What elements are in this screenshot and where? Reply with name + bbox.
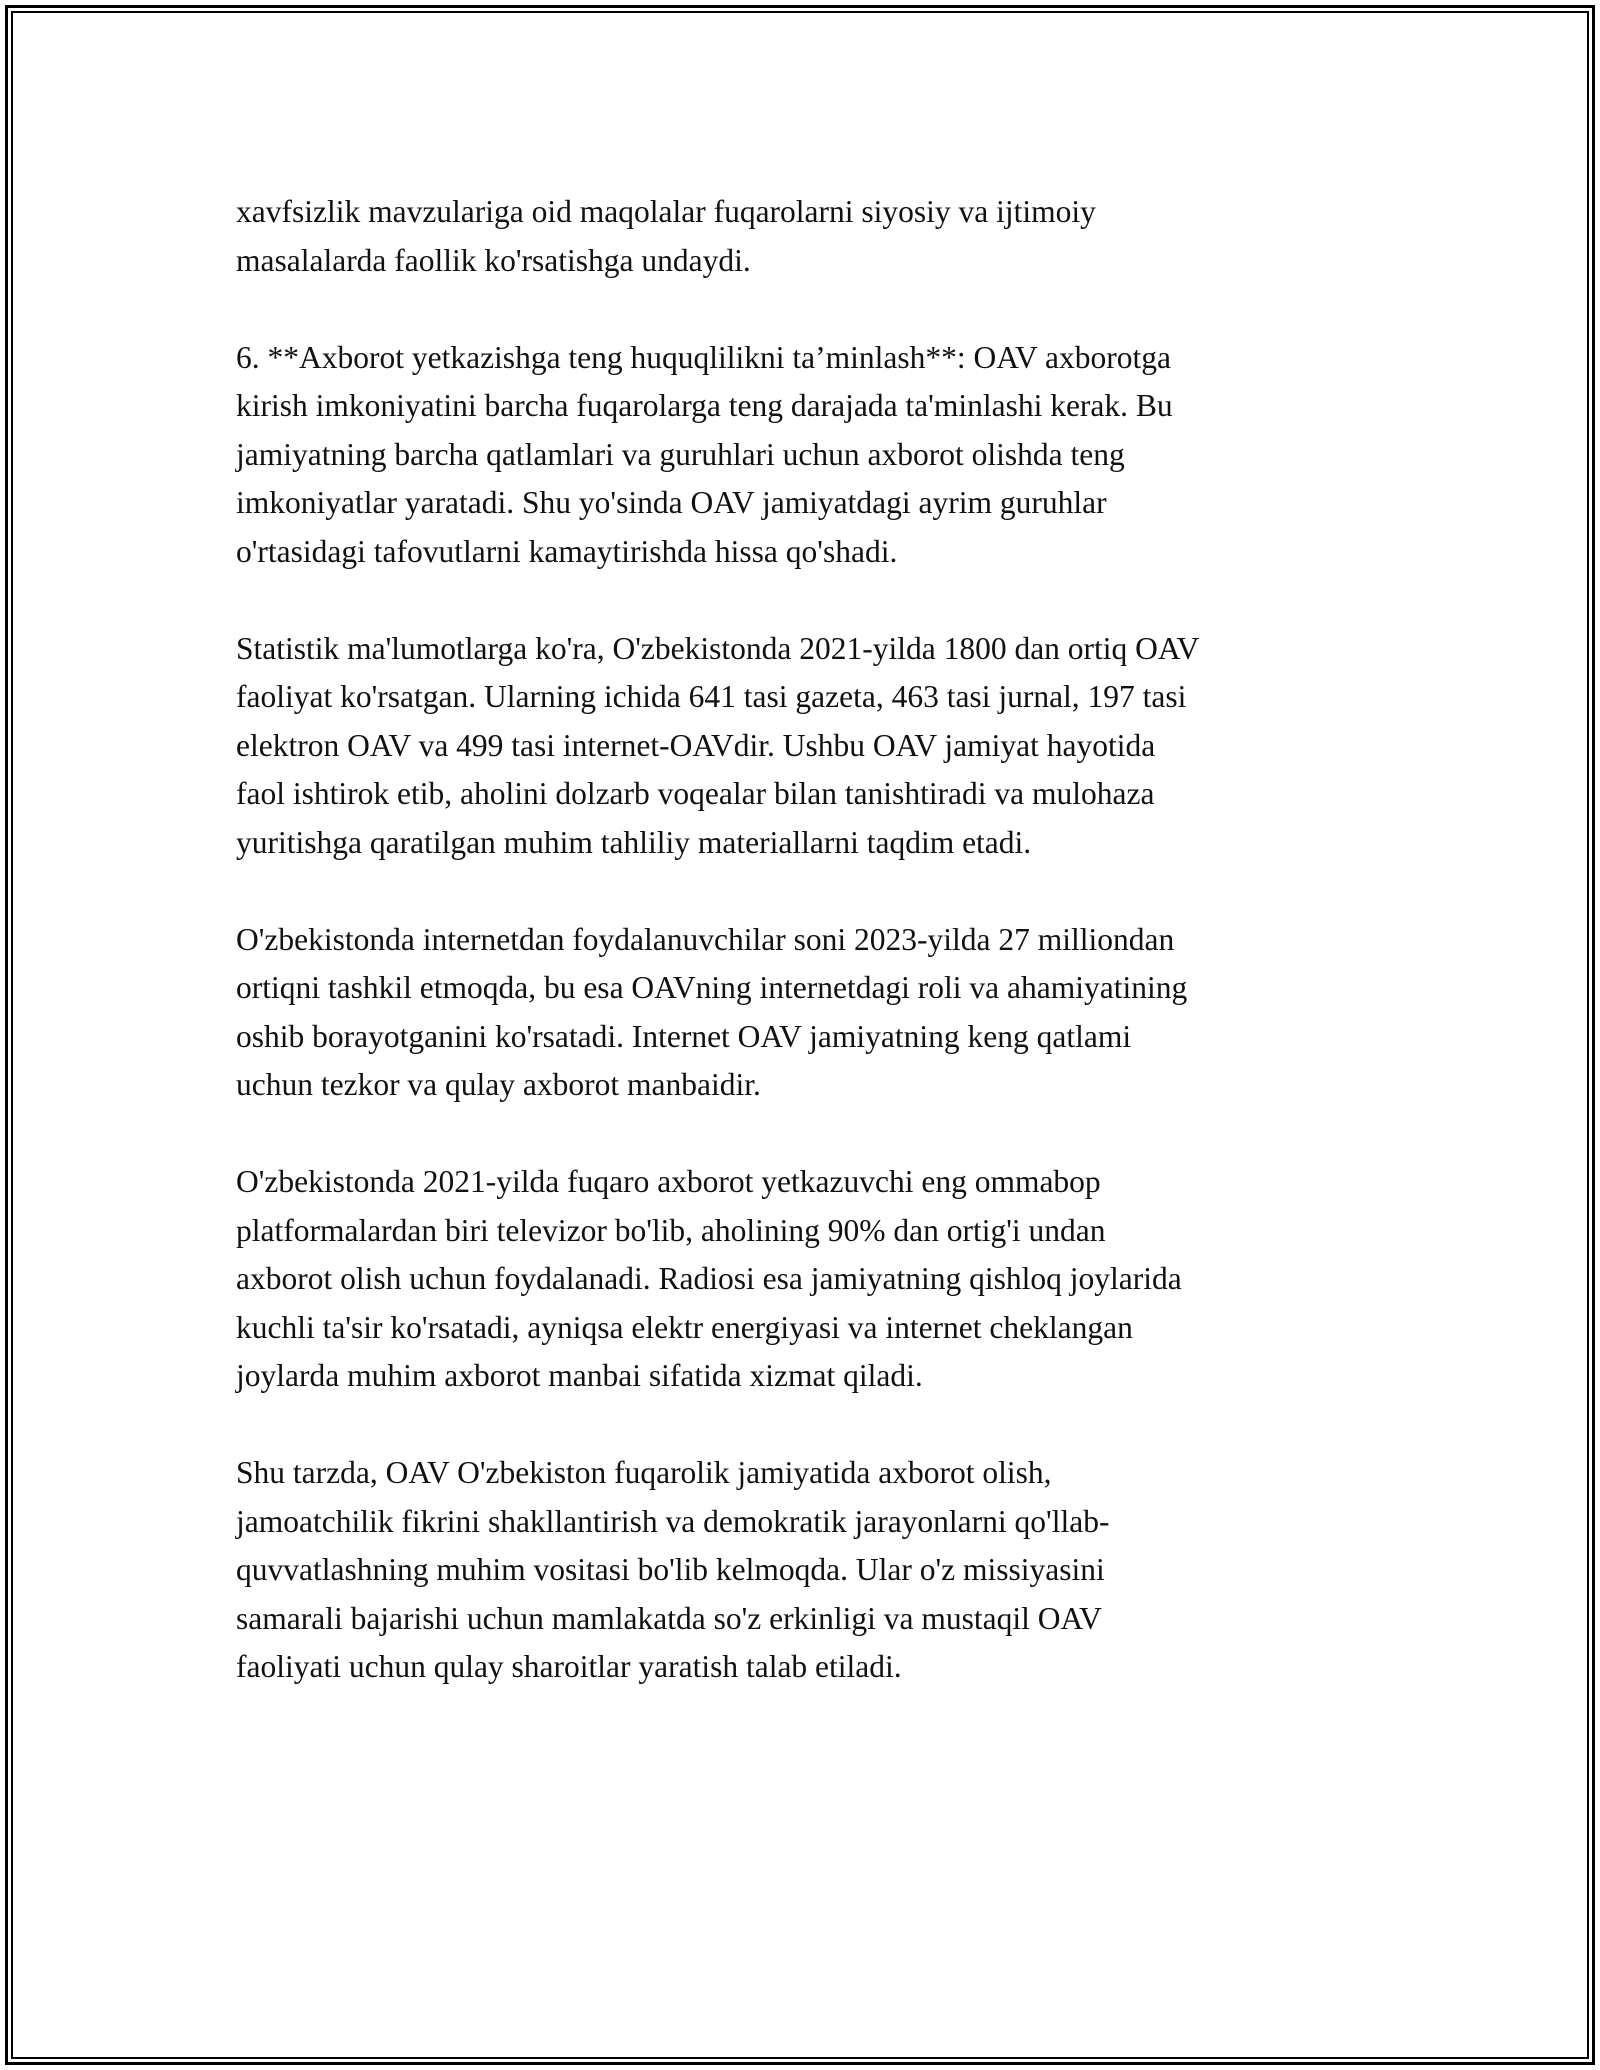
paragraph-6: Shu tarzda, OAV O'zbekiston fuqarolik jamiyatida axborot olish, jamoatchilik fikrini shakllantirish va demokratik jarayonlarni qo'llab- quvvatlashning muhim vositasi bo'lib kelmoqda. Ular o'z missiyasini samarali bajarishi uchun mamlakatda so'z erkinligi va mustaqil OAV faoliyati uchun qulay sharoitlar yaratish talab etiladi. [236,1455,1110,1684]
paragraph-2: 6. **Axborot yetkazishga teng huquqlilikni ta’minlash**: OAV axborotga kirish imkoniyatini barcha fuqarolarga teng darajada ta'minlashi kerak. Bu jamiyatning barcha qatlamlari va guruhlari uchun axborot olishda teng imkoniyatlar yaratadi. Shu yo'sinda OAV jamiyatdagi ayrim guruhlar o'rtasidagi tafovutlarni kamaytirishda hissa qo'shadi. [236,339,1173,569]
paragraph-5: O'zbekistonda 2021-yilda fuqaro axborot yetkazuvchi eng ommabop platformalardan biri televizor bo'lib, aholining 90% dan ortig'i undan axborot olish uchun foydalanadi. Radiosi esa jamiyatning qishloq joylarida kuchli ta'sir ko'rsatadi, ayniqsa elektr energiyasi va internet cheklangan joylarda muhim axborot manbai sifatida xizmat qiladi. [236,1164,1182,1393]
document-body [236,188,1376,1692]
paragraph-3: Statistik ma'lumotlarga ko'ra, O'zbekistonda 2021-yilda 1800 dan ortiq OAV faoliyat ko'rsatgan. Ularning ichida 641 tasi gazeta, 463 tasi jurnal, 197 tasi elektron OAV va 499 tasi internet-OAVdir. Ushbu OAV jamiyat hayotida faol ishtirok etib, aholini dolzarb voqealar bilan tanishtiradi va mulohaza yuritishga qaratilgan muhim tahliliy materiallarni taqdim etadi. [236,630,1200,860]
paragraph-4: O'zbekistonda internetdan foydalanuvchilar soni 2023-yilda 27 milliondan ortiqni tashkil etmoqda, bu esa OAVning internetdagi roli va ahamiyatining oshib borayotganini ko'rsatadi. Internet OAV jamiyatning keng qatlami uchun tezkor va qulay axborot manbaidir. [236,921,1188,1102]
paragraph-1: xavfsizlik mavzulariga oid maqolalar fuqarolarni siyosiy va ijtimoiy masalalarda faollik ko'rsatishga undaydi. [236,194,1096,278]
